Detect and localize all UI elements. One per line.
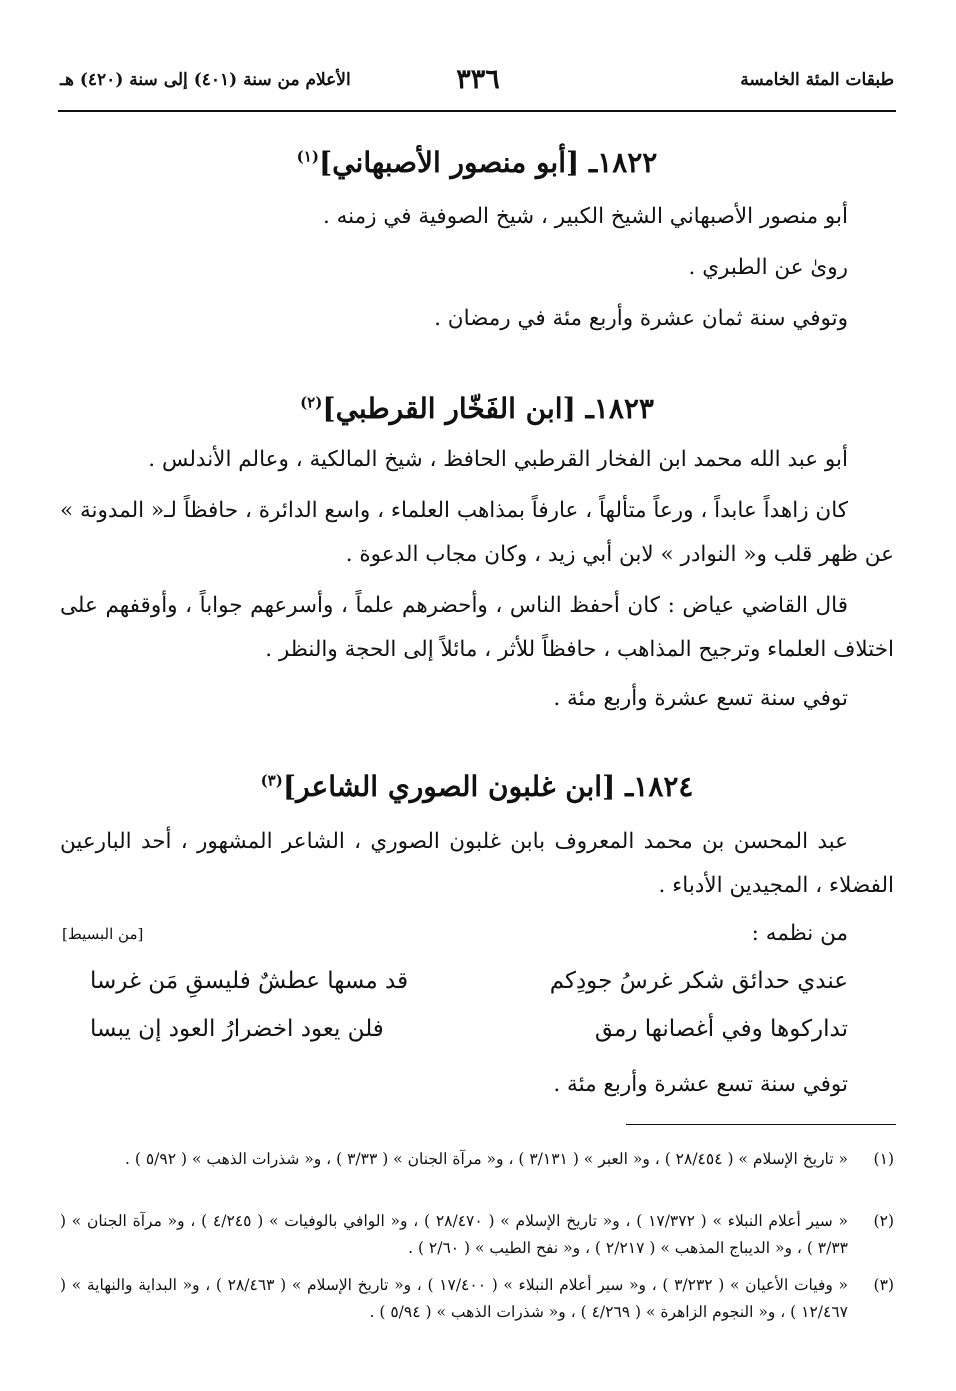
entry-text-line: روىٰ عن الطبري . — [688, 255, 848, 280]
entry-text-line: أبو منصور الأصبهاني الشيخ الكبير ، شيخ الصوفية في زمنه . — [322, 204, 848, 229]
footnote-number: (٣) — [873, 1276, 894, 1294]
verse-first-hemistich: تداركوها وفي أغصانها رمق — [594, 1016, 848, 1042]
header-rule — [58, 110, 896, 112]
footnote-text: « وفيات الأعيان » ( ٣/٢٣٢ ) ، و« سير أعلام النبلاء » ( ١٧/٤٠٠ ) ، و« تاريخ الإسلام » ( ٢٨/٤٦٣ ) ، و« البداية والنهاية » ( ١٢/٤٦٧ ) ، و« النجوم الزاهرة » ( ٤/٢٦٩ ) ، و« شذرات الذهب » ( ٥/٩٤ ) . — [60, 1276, 848, 1321]
footnote-ref: (٣) — [260, 771, 283, 790]
entry-paragraph: عبد المحسن بن محمد المعروف بابن غلبون الصوري ، الشاعر المشهور ، أحد البارعين الفضلاء ، المجيدين الأدباء . — [60, 829, 894, 898]
footnote-ref: (١) — [296, 147, 319, 166]
footnote-text: « سير أعلام النبلاء » ( ١٧/٣٧٢ ) ، و« تاريخ الإسلام » ( ٢٨/٤٧٠ ) ، و« الوافي بالوفيات » ( ٤/٢٤٥ ) ، و« مرآة الجنان » ( ٣/٣٣ ) ، و« الديباج المذهب » ( ٢/٢١٧ ) ، و« نفح الطيب » ( ٢/٦٠ ) . — [60, 1212, 848, 1257]
entry-paragraph: قال القاضي عياض : كان أحفظ الناس ، وأحضرهم علماً ، وأسرعهم جواباً ، وأوقفهم على اختلاف العلماء وترجيح المذاهب ، حافظاً للأثر ، مائلاً إلى الحجة والنظر . — [60, 593, 894, 662]
footnote-number: (٢) — [873, 1212, 894, 1230]
entry-text-line: من نظمه : — [751, 921, 848, 946]
footnote — [60, 1146, 894, 1173]
entry-paragraph: كان زاهداً عابداً ، ورعاً متألهاً ، عارفاً بمذاهب العلماء ، واسع الدائرة ، حافظاً لـ« المدونة » عن ظهر قلب و« النوادر » لابن أبي زيد ، وكان مجاب الدعوة . — [60, 498, 894, 567]
verse-first-hemistich: عندي حدائق شكر غرسُ جودِكم — [549, 968, 848, 994]
entry-title: ١٨٢٢ـ [أبو منصور الأصبهاني]$^{(١)}$ — [296, 146, 658, 179]
entry-title: ١٨٢٣ـ [ابن الفَخّار القرطبي]$^{(٢)}$ — [300, 392, 654, 425]
meter-label: [من البسيط] — [62, 925, 144, 943]
footnote — [60, 1272, 894, 1326]
footnote — [60, 1208, 894, 1262]
footnote-text: « تاريخ الإسلام » ( ٢٨/٤٥٤ ) ، و« العبر » ( ٣/١٣١ ) ، و« مرآة الجنان » ( ٣/٣٣ ) ، و« شذرات الذهب » ( ٥/٩٢ ) . — [125, 1150, 848, 1168]
entry-text-line: وتوفي سنة ثمان عشرة وأربع مئة في رمضان . — [434, 306, 848, 331]
footnote-rule — [626, 1124, 896, 1125]
verse-second-hemistich: فلن يعود اخضرارُ العود إن يبسا — [90, 1016, 384, 1042]
running-header-years: الأعلام من سنة (٤٠١) إلى سنة (٤٢٠) هـ — [60, 70, 351, 90]
entry-title: ١٨٢٤ـ [ابن غلبون الصوري الشاعر]$^{(٣)}$ — [260, 770, 694, 803]
running-header-section: طبقات المئة الخامسة — [740, 70, 894, 90]
footnote-ref: (٢) — [300, 393, 323, 412]
entry-text-line: توفي سنة تسع عشرة وأربع مئة . — [553, 1072, 848, 1097]
page-number: ٣٣٦ — [456, 64, 500, 95]
entry-text-line: أبو عبد الله محمد ابن الفخار القرطبي الحافظ ، شيخ المالكية ، وعالم الأندلس . — [148, 447, 848, 472]
entry-text-line: توفي سنة تسع عشرة وأربع مئة . — [553, 686, 848, 711]
verse-second-hemistich: قد مسها عطشٌ فليسقِ مَن غرسا — [90, 968, 409, 994]
footnote-number: (١) — [873, 1150, 894, 1168]
